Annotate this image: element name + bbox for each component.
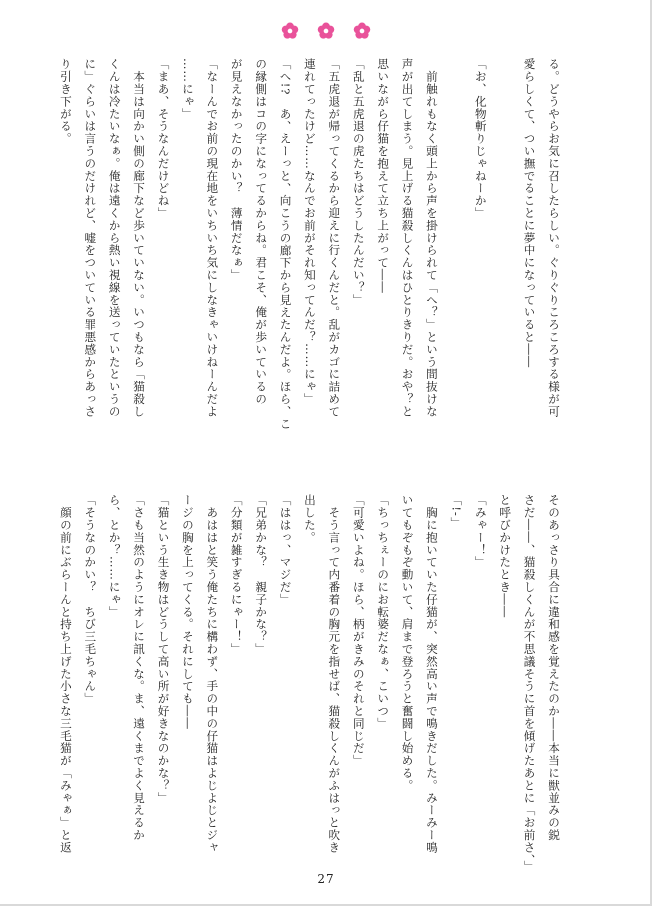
text-line: 「可愛いよね。ほら、柄がきみのそれと同じだ」 <box>351 494 366 767</box>
text-line: 本当は向かい側の廊下など歩いていない。いつもなら「猫殺し <box>132 58 147 418</box>
text-line: 愛らしくて、つい撫でることに夢中になっていると―― <box>522 58 537 368</box>
text-line: 顔の前にぶらーんと持ち上げた小さな三毛猫が「みゃぁ」と返 <box>58 494 73 854</box>
upper-text-block <box>58 58 566 460</box>
text-line <box>493 58 517 460</box>
text-line: ージの胸を上ってくる。それにしても―― <box>180 494 195 730</box>
text-line: が見えなかったのかい？ 薄情だなぁ」 <box>229 58 244 282</box>
text-line: 「そうなのかい？ ちび三毛ちゃん」 <box>83 494 98 705</box>
text-line: 前触れもなく頭上から声を掛けられて「へ？」という間抜けな <box>424 58 439 418</box>
text-line: 声が出てしまう。見上げる猫殺しくんはひとりきりだ。おや？と <box>400 58 415 418</box>
page-number: 27 <box>317 872 335 886</box>
text-line: 「さも当然のようにオレに訊くな。ま、遠くまでよく見えるか <box>132 494 147 842</box>
text-line: ……にゃ」 <box>180 58 195 120</box>
flower-ornament-icon <box>281 22 299 40</box>
text-line: いてもぞもぞ動いて、肩まで登ろうと奮闘し始める。 <box>400 494 415 792</box>
text-line: あははと笑う俺たちに構わず、手の中の仔猫はよじよじとジャ <box>205 494 220 854</box>
text-line: る。どうやらお気に召したらしい。ぐりぐりころころする様が可 <box>547 58 561 418</box>
flower-ornament-icon <box>317 22 335 40</box>
text-line: 「まあ、そうなんだけどね」 <box>156 58 171 220</box>
text-line: 「お、化物斬りじゃねーか」 <box>473 58 488 220</box>
text-line: 「分類が雑すぎるにゃー！」 <box>229 494 244 656</box>
text-line: 「猫という生き物はどうして高い所が好きなのかな？」 <box>156 494 171 804</box>
text-line: 「へ!? あ、えーっと、向こうの廊下から見えたんだよ。ほら、こ <box>278 58 293 431</box>
text-line: り引き下がる。 <box>58 58 73 145</box>
text-line: 出した。 <box>302 494 317 544</box>
text-line: そう言って内番着の胸元を指せば、猫殺しくんがふはっと吹き <box>327 494 342 854</box>
text-line: 連れてったけど……なんでお前がそれ知ってんだ？……にゃ」 <box>302 58 317 406</box>
text-line: 「兄弟かな？ 親子かな？」 <box>254 494 269 656</box>
text-line: 「ははっ、マジだ」 <box>278 494 293 606</box>
text-line: に」ぐらいは言うのだけれど、嘘をついている罪悪感からあっさ <box>83 58 98 418</box>
text-line: 胸に抱いていた仔猫が、突然高い声で鳴きだした。みーみー鳴 <box>424 494 439 854</box>
text-line <box>444 58 468 460</box>
text-line: 「乱と五虎退の虎たちはどうしたんだい？」 <box>351 58 366 306</box>
text-line: 「なーんでお前の現在地をいちいち気にしなきゃいけねーんだよ <box>205 58 220 418</box>
text-line: 「五虎退が帰ってくるから迎えに行くんだと。乱がカゴに詰めて <box>327 58 342 418</box>
text-line: の縁側はコの字になってるからね。君こそ、俺が歩いているの <box>254 58 269 406</box>
text-line: くんは冷たいなぁ。俺は遠くから熱い視線を送っていたというの <box>107 58 122 418</box>
text-line: 「!-」 <box>449 494 464 529</box>
text-line: そのあっさり具合に違和感を覚えたのか――本当に獣並みの鋭 <box>547 494 561 842</box>
text-line: 「ちっちぇーのにお転婆だなぁ、こいつ」 <box>376 494 391 730</box>
lower-text-block <box>58 494 566 873</box>
ornament-row <box>0 22 652 44</box>
text-line: 思いながら仔猫を抱えて立ち上がって―― <box>376 58 391 294</box>
flower-ornament-icon <box>353 22 371 40</box>
text-line: と呼びかけたとき―― <box>498 494 513 618</box>
text-line: さだ――、猫殺しくんが不思議そうに首を傾げたあとに「お前さ、」 <box>522 494 537 873</box>
text-line: ら、とか？……にゃ」 <box>107 494 122 618</box>
text-line: 「みゃー！」 <box>473 494 488 569</box>
